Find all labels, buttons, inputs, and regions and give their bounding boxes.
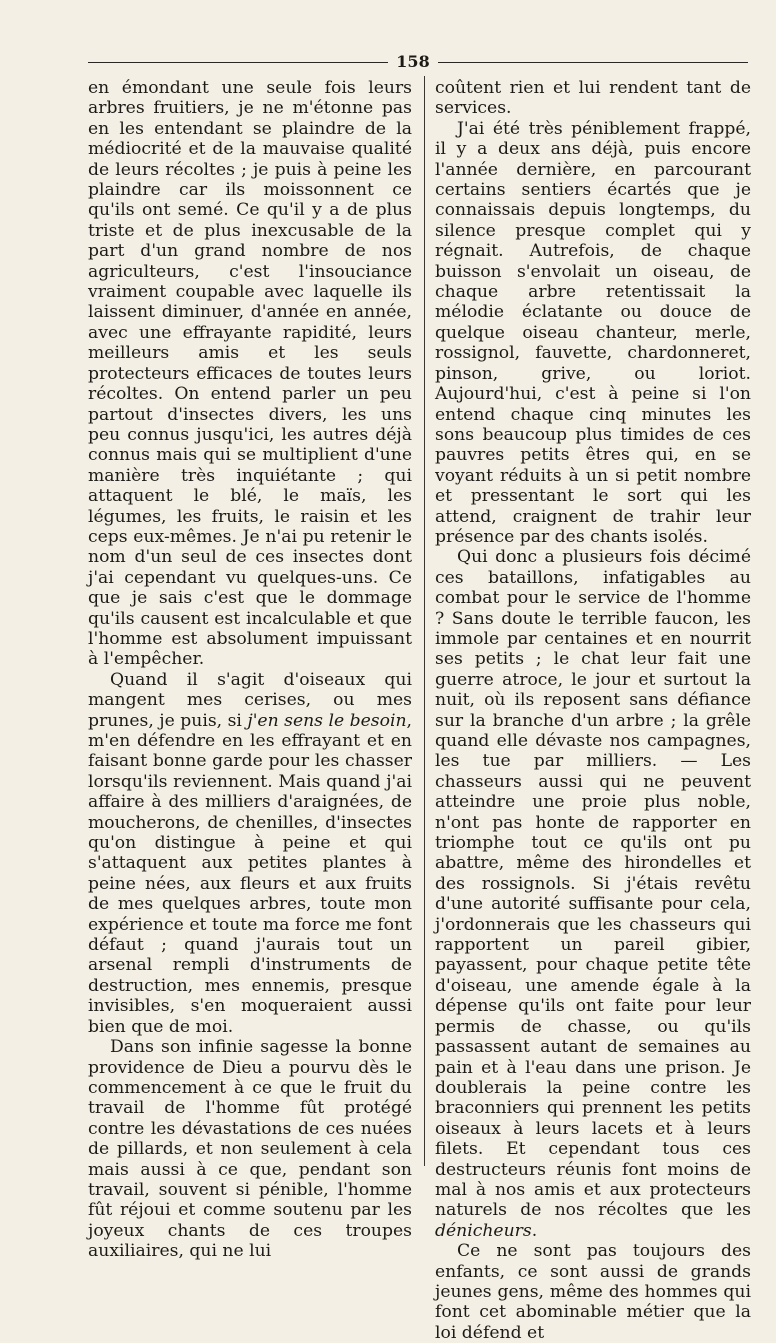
header-rule-left (88, 62, 388, 63)
right-paragraph-3-text-b: . (531, 1220, 538, 1241)
right-column (435, 78, 751, 1343)
header-rule-right (438, 62, 748, 63)
right-paragraph-2: J'ai été très péniblement frappé, il y a deux ans déjà, puis encore l'année dernière, en parcourant certains sentiers écartés que je connaissais depuis longtemps, du silence presque complet qui y régnait. Autrefois, de chaque buisson s'envolait un oiseau, de chaque arbre retentissait la mélodie éclatante ou douce de quelque oiseau chanteur, merle, rossignol, fauvette, chardonneret, pinson, grive, ou loriot. Aujourd'hui, c'est à peine si l'on entend chaque cinq minutes les sons beaucoup plus timides de ces pauvres petits êtres qui, en se voyant réduits à un si petit nombre et pressentant le sort qui les attend, craignent de trahir leur présence par des chants isolés. (435, 118, 751, 547)
left-paragraph-2 (88, 670, 412, 1037)
left-paragraph-2-italic: j'en sens le besoin (247, 710, 407, 731)
page-header (88, 52, 748, 72)
right-paragraph-3-italic: dénicheurs (435, 1220, 532, 1241)
column-divider (424, 76, 425, 1166)
right-paragraph-4: Ce ne sont pas toujours des enfants, ce sont aussi de grands jeunes gens, même des hommes qui font cet abominable métier que la loi défend et (435, 1241, 751, 1343)
page-number: 158 (396, 52, 430, 71)
left-paragraph-1: en émondant une seule fois leurs arbres fruitiers, je ne m'étonne pas en les entendant se plaindre de la médiocrité et de la mauvaise qualité de leurs récoltes ; je puis à peine les plaindre car ils moissonnent ce qu'ils ont semé. Ce qu'il y a de plus triste et de plus inexcusable de la part d'un grand nombre de nos agriculteurs, c'est l'insouciance vraiment coupable avec laquelle ils laissent diminuer, d'année en année, avec une effrayante rapidité, leurs meilleurs amis et les seuls protecteurs efficaces de toutes leurs récoltes. On entend parler un peu partout d'insectes divers, les uns peu connus jusqu'ici, les autres déjà connus mais qui se multiplient d'une manière très inquiétante ; qui attaquent le blé, le maïs, les légumes, les fruits, le raisin et les ceps eux-mêmes. Je n'ai pu retenir le nom d'un seul de ces insectes dont j'ai cependant vu quelques-uns. Ce que je sais c'est que le dommage qu'ils causent est incalculable et que l'homme est absolument impuissant à l'empêcher. (88, 78, 412, 670)
left-column (88, 78, 412, 1262)
right-paragraph-3-text-a: Qui donc a plusieurs fois décimé ces bataillons, infatigables au combat pour le service de l'homme ? Sans doute le terrible faucon, les immole par centaines et en nourrit ses petits ; le chat leur fait une guerre atroce, le jour et surtout la nuit, où ils reposent sans défiance sur la branche d'un arbre ; la grêle quand elle dévaste nos campagnes, les tue par milliers. — Les chasseurs aussi qui ne peuvent atteindre une proie plus noble, n'ont pas honte de rapporter en triomphe tout ce qu'ils ont pu abattre, même des hirondelles et des rossignols. Si j'étais revêtu d'une autorité suffisante pour cela, j'ordonnerais que les chasseurs qui rapportent un pareil gibier, payassent, pour chaque petite tête d'oiseau, une amende égale à la dépense qu'ils ont faite pour leur permis de chasse, ou qu'ils passassent autant de semaines au pain et à l'eau dans une prison. Je doublerais la peine contre les braconniers qui prennent les petits oiseaux à leurs lacets et à leurs filets. Et cependant tous ces destructeurs réunis font moins de mal à nos amis et aux protecteurs naturels de nos récoltes que les (435, 547, 751, 1221)
left-paragraph-2-text-b: , m'en défendre en les effrayant et en faisant bonne garde pour les chasser lorsqu'ils reviennent. Mais quand j'ai affaire à des milliers d'araignées, de moucherons, de chenilles, d'insectes qu'on distingue à peine et qui s'attaquent aux petites plantes à peine nées, aux fleurs et aux fruits de mes quelques arbres, toute mon expérience et toute ma force me font défaut ; quand j'aurais tout un arsenal rempli d'instruments de destruction, mes ennemis, presque invisibles, s'en moqueraient aussi bien que de moi. (88, 710, 412, 1037)
left-paragraph-3: Dans son infinie sagesse la bonne providence de Dieu a pourvu dès le commencement à ce que le fruit du travail de l'homme fût protégé contre les dévastations de ces nuées de pillards, et non seulement à cela mais aussi à ce que, pendant son travail, souvent si pénible, l'homme fût réjoui et comme soutenu par les joyeux chants de ces troupes auxiliaires, qui ne lui (88, 1037, 412, 1262)
left-paragraph-2-text-a: Quand il s'agit d'oiseaux qui mangent mes cerises, ou mes prunes, je puis, si (88, 669, 412, 731)
right-paragraph-1: coûtent rien et lui rendent tant de services. (435, 78, 751, 119)
right-paragraph-3 (435, 547, 751, 1241)
